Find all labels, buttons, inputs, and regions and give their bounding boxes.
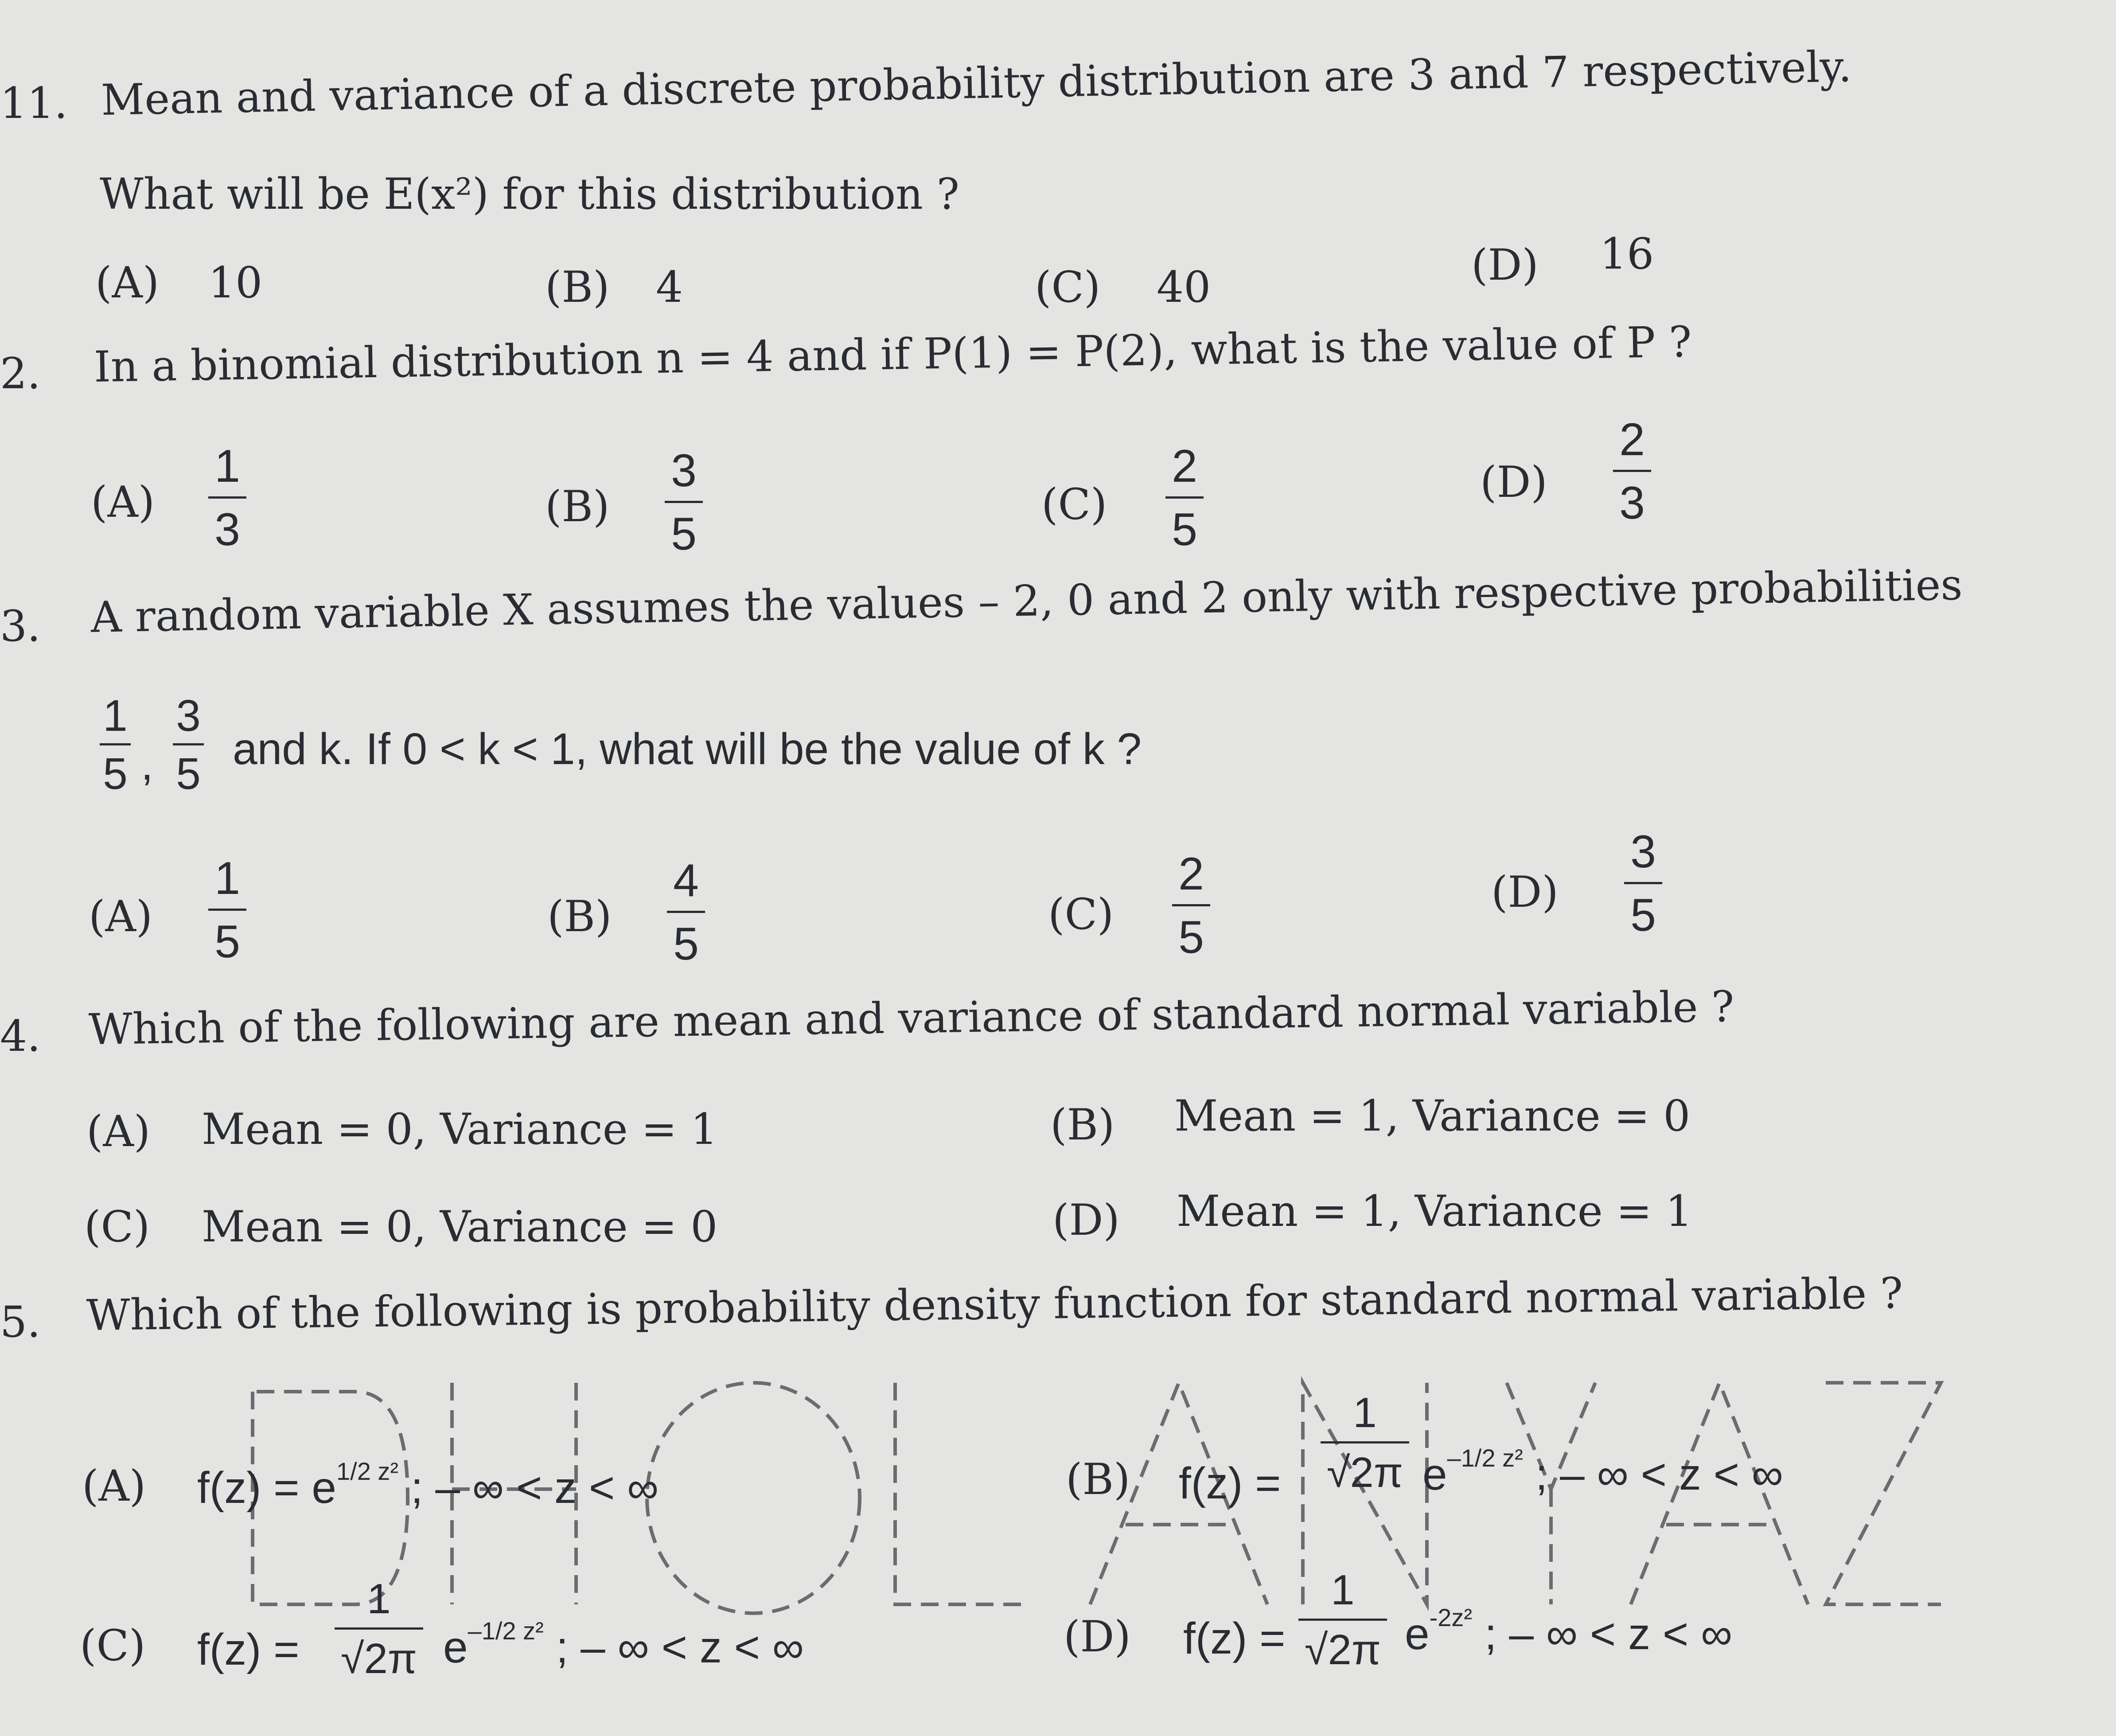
option-value: 10: [208, 258, 263, 308]
option-value: Mean = 1, Variance = 1: [1177, 1186, 1693, 1236]
fraction: 3 5: [173, 694, 204, 796]
formula: f(z) =: [197, 1625, 300, 1674]
option-value: Mean = 0, Variance = 1: [202, 1104, 718, 1154]
option-value: 4: [656, 262, 683, 312]
formula: f(z) =: [1179, 1459, 1281, 1508]
formula: $e^{-1/2 z^2}$ ; – ∞ < z < ∞: [443, 1617, 804, 1672]
question-text: What will be E(x²) for this distribution ?: [100, 169, 959, 219]
fraction: 1 3: [208, 443, 246, 553]
fraction: 1 √2π: [1298, 1569, 1387, 1671]
question-text: Which of the following is probability density function for standard normal variable ?: [86, 1268, 1903, 1340]
option-value: Mean = 1, Variance = 0: [1174, 1091, 1691, 1141]
question-text: Which of the following are mean and variance of standard normal variable ?: [88, 982, 1735, 1054]
option-label: (D): [1064, 1612, 1131, 1662]
option-label: (D): [1480, 457, 1547, 507]
question-text: A random variable X assumes the values – 2, 0 and 2 only with respective probabilities: [90, 560, 1963, 642]
option-label: (A): [82, 1461, 146, 1511]
option-label: (A): [89, 892, 153, 941]
fraction: 1 √2π: [335, 1578, 423, 1680]
formula: $f(z) = e^{1/2 z^2}$ ; – ∞ < z < ∞: [197, 1457, 659, 1513]
question-number: 11.: [0, 78, 68, 128]
option-label: (D): [1052, 1195, 1120, 1245]
fraction: 3 5: [665, 448, 703, 557]
fraction: 1 5: [208, 855, 246, 965]
question-number: 5.: [0, 1297, 41, 1347]
option-label: (B): [545, 262, 610, 312]
option-label: (C): [84, 1202, 150, 1252]
fraction: 1 √2π: [1321, 1392, 1409, 1494]
option-value: Mean = 0, Variance = 0: [202, 1202, 718, 1252]
option-label: (A): [91, 477, 155, 527]
comma: ,: [141, 740, 153, 789]
option-label: (C): [1048, 889, 1114, 939]
option-label: (D): [1471, 240, 1539, 290]
question-number: 2.: [0, 349, 41, 398]
formula: $e^{-2z^2}$ ; – ∞ < z < ∞: [1405, 1603, 1733, 1659]
fraction: 4 5: [667, 858, 705, 967]
option-label: (B): [547, 892, 612, 941]
question-number: 4.: [0, 1011, 41, 1061]
formula: f(z) =: [1183, 1614, 1286, 1663]
fraction: 1 5: [100, 694, 131, 796]
question-text: In a binomial distribution n = 4 and if P(1) = P(2), what is the value of P ?: [94, 317, 1692, 392]
option-label: (B): [1050, 1100, 1115, 1150]
formula: $e^{-1/2 z^2}$ ; – ∞ < z < ∞: [1422, 1444, 1784, 1499]
option-label: (C): [80, 1621, 146, 1670]
question-text: Mean and variance of a discrete probability distribution are 3 and 7 respectively.: [100, 42, 1852, 125]
question-text: and k. If 0 < k < 1, what will be the value of k ?: [233, 724, 1142, 774]
fraction: 2 5: [1172, 851, 1210, 960]
fraction: 3 5: [1624, 829, 1662, 938]
fraction: 2 3: [1613, 417, 1651, 526]
option-label: (A): [86, 1107, 151, 1156]
question-number: 3.: [0, 601, 41, 651]
option-label: (A): [95, 258, 160, 308]
option-label: (C): [1035, 262, 1101, 312]
option-label: (D): [1491, 867, 1559, 917]
option-label: (B): [1066, 1455, 1130, 1504]
fraction: 2 5: [1165, 443, 1204, 553]
option-value: 16: [1600, 229, 1654, 279]
option-value: 40: [1157, 262, 1211, 312]
option-label: (C): [1041, 480, 1107, 529]
option-label: (B): [545, 482, 610, 531]
